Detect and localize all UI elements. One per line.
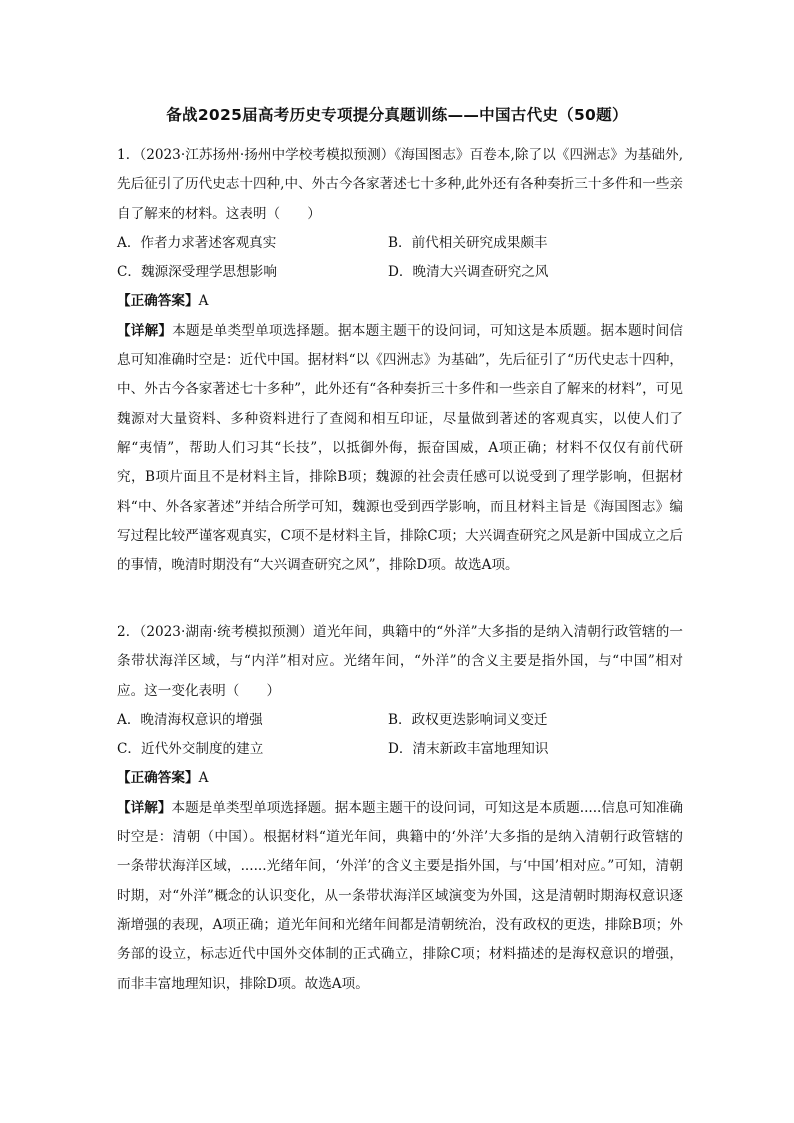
options <box>117 706 683 765</box>
question-stem <box>117 618 683 706</box>
explanation <box>117 317 683 581</box>
option-b: B．政权更迭影响词义变迁 <box>388 711 548 728</box>
question-number: 2． <box>117 624 140 640</box>
question-text: 道光年间，典籍中的“外洋”大多指的是纳入清朝行政管辖的一条带状海洋区域，与“内洋”相对应。光绪年间，“外洋”的含义主要是指外国，与“中国”相对应。这一变化表明（ ） <box>117 624 684 699</box>
explanation-text: 本题是单类型单项选择题。据本题主题干的设问词，可知这是本质题.....信息可知准确时空是：清朝（中国）。根据材料“道光年间，典籍中的‘外洋’大多指的是纳入清朝行政管辖的一条带状海洋区域，......光绪年间，‘外洋’的含义主要是指外国，与‘中国’相对应。”可知，清朝时期，对“外洋”概念的认识变化，从一条带状海洋区域演变为外国，这是清朝时期海权意识逐渐增强的表现，A项正确；道光年间和光绪年间都是清朝统治，没有政权的更迭，排除B项；外务部的设立，标志近代中国外交体制的正式确立，排除C项；材料描述的是海权意识的增强，而非丰富地理知识，排除D项。故选A项。 <box>117 799 684 992</box>
question-stem <box>117 141 683 229</box>
options <box>117 229 683 288</box>
question-source: （2023·湖南·统考模拟预测） <box>139 624 314 640</box>
answer-value: A <box>198 770 209 787</box>
explanation-label: 【详解】 <box>117 799 172 816</box>
explanation <box>117 794 683 999</box>
answer-label: 【正确答案】 <box>117 770 199 787</box>
question-number: 1． <box>117 147 140 163</box>
question-source: （2023·江苏扬州·扬州中学校考模拟预测） <box>139 147 395 163</box>
answer-label: 【正确答案】 <box>117 293 199 310</box>
option-d: D．清末新政丰富地理知识 <box>388 741 549 758</box>
answer-value: A <box>198 293 209 310</box>
option-c: C．近代外交制度的建立 <box>117 741 264 758</box>
question-2 <box>117 618 683 999</box>
option-b: B．前代相关研究成果颇丰 <box>388 234 548 251</box>
option-c: C．魏源深受理学思想影响 <box>117 264 277 281</box>
option-a: A．作者力求著述客观真实 <box>117 234 277 251</box>
explanation-text: 本题是单类型单项选择题。据本题主题干的设问词，可知这是本质题。据本题时间信息可知准确时空是：近代中国。据材料“以《四洲志》为基础”，先后征引了“历代史志十四种，中、外古今各家著述七十多种”，此外还有“各种奏折三十多件和一些亲自了解来的材料”，可见魏源对大量资料、多种资料进行了查阅和相互印证，尽量做到著述的客观真实，以使人们了解“夷情”，帮助人们习其“长技”，以抵御外侮，振奋国威，A项正确；材料不仅仅有前代研究，B项片面且不是材料主旨，排除B项；魏源的社会责任感可以说受到了理学影响，但据材料“中、外各家著述”并结合所学可知，魏源也受到西学影响，而且材料主旨是《海国图志》编写过程比较严谨客观真实，C项不是材料主旨，排除C项；大兴调查研究之风是新中国成立之后的事情，晚清时期没有“大兴调查研究之风”，排除D项。故选A项。 <box>117 322 684 574</box>
question-1 <box>117 141 683 580</box>
option-a: A．晚清海权意识的增强 <box>117 711 263 728</box>
correct-answer <box>117 287 683 316</box>
correct-answer <box>117 764 683 793</box>
explanation-label: 【详解】 <box>117 322 173 339</box>
document-title: 备战2025届高考历史专项提分真题训练——中国古代史（50题） <box>166 106 628 124</box>
option-d: D．晚清大兴调查研究之风 <box>388 264 549 281</box>
question-text: 《海国图志》百卷本,除了以《四洲志》为基础外,先后征引了历代史志十四种,中、外古今各家著述七十多种,此外还有各种奏折三十多件和一些亲自了解来的材料。这表明（ ） <box>117 147 684 222</box>
